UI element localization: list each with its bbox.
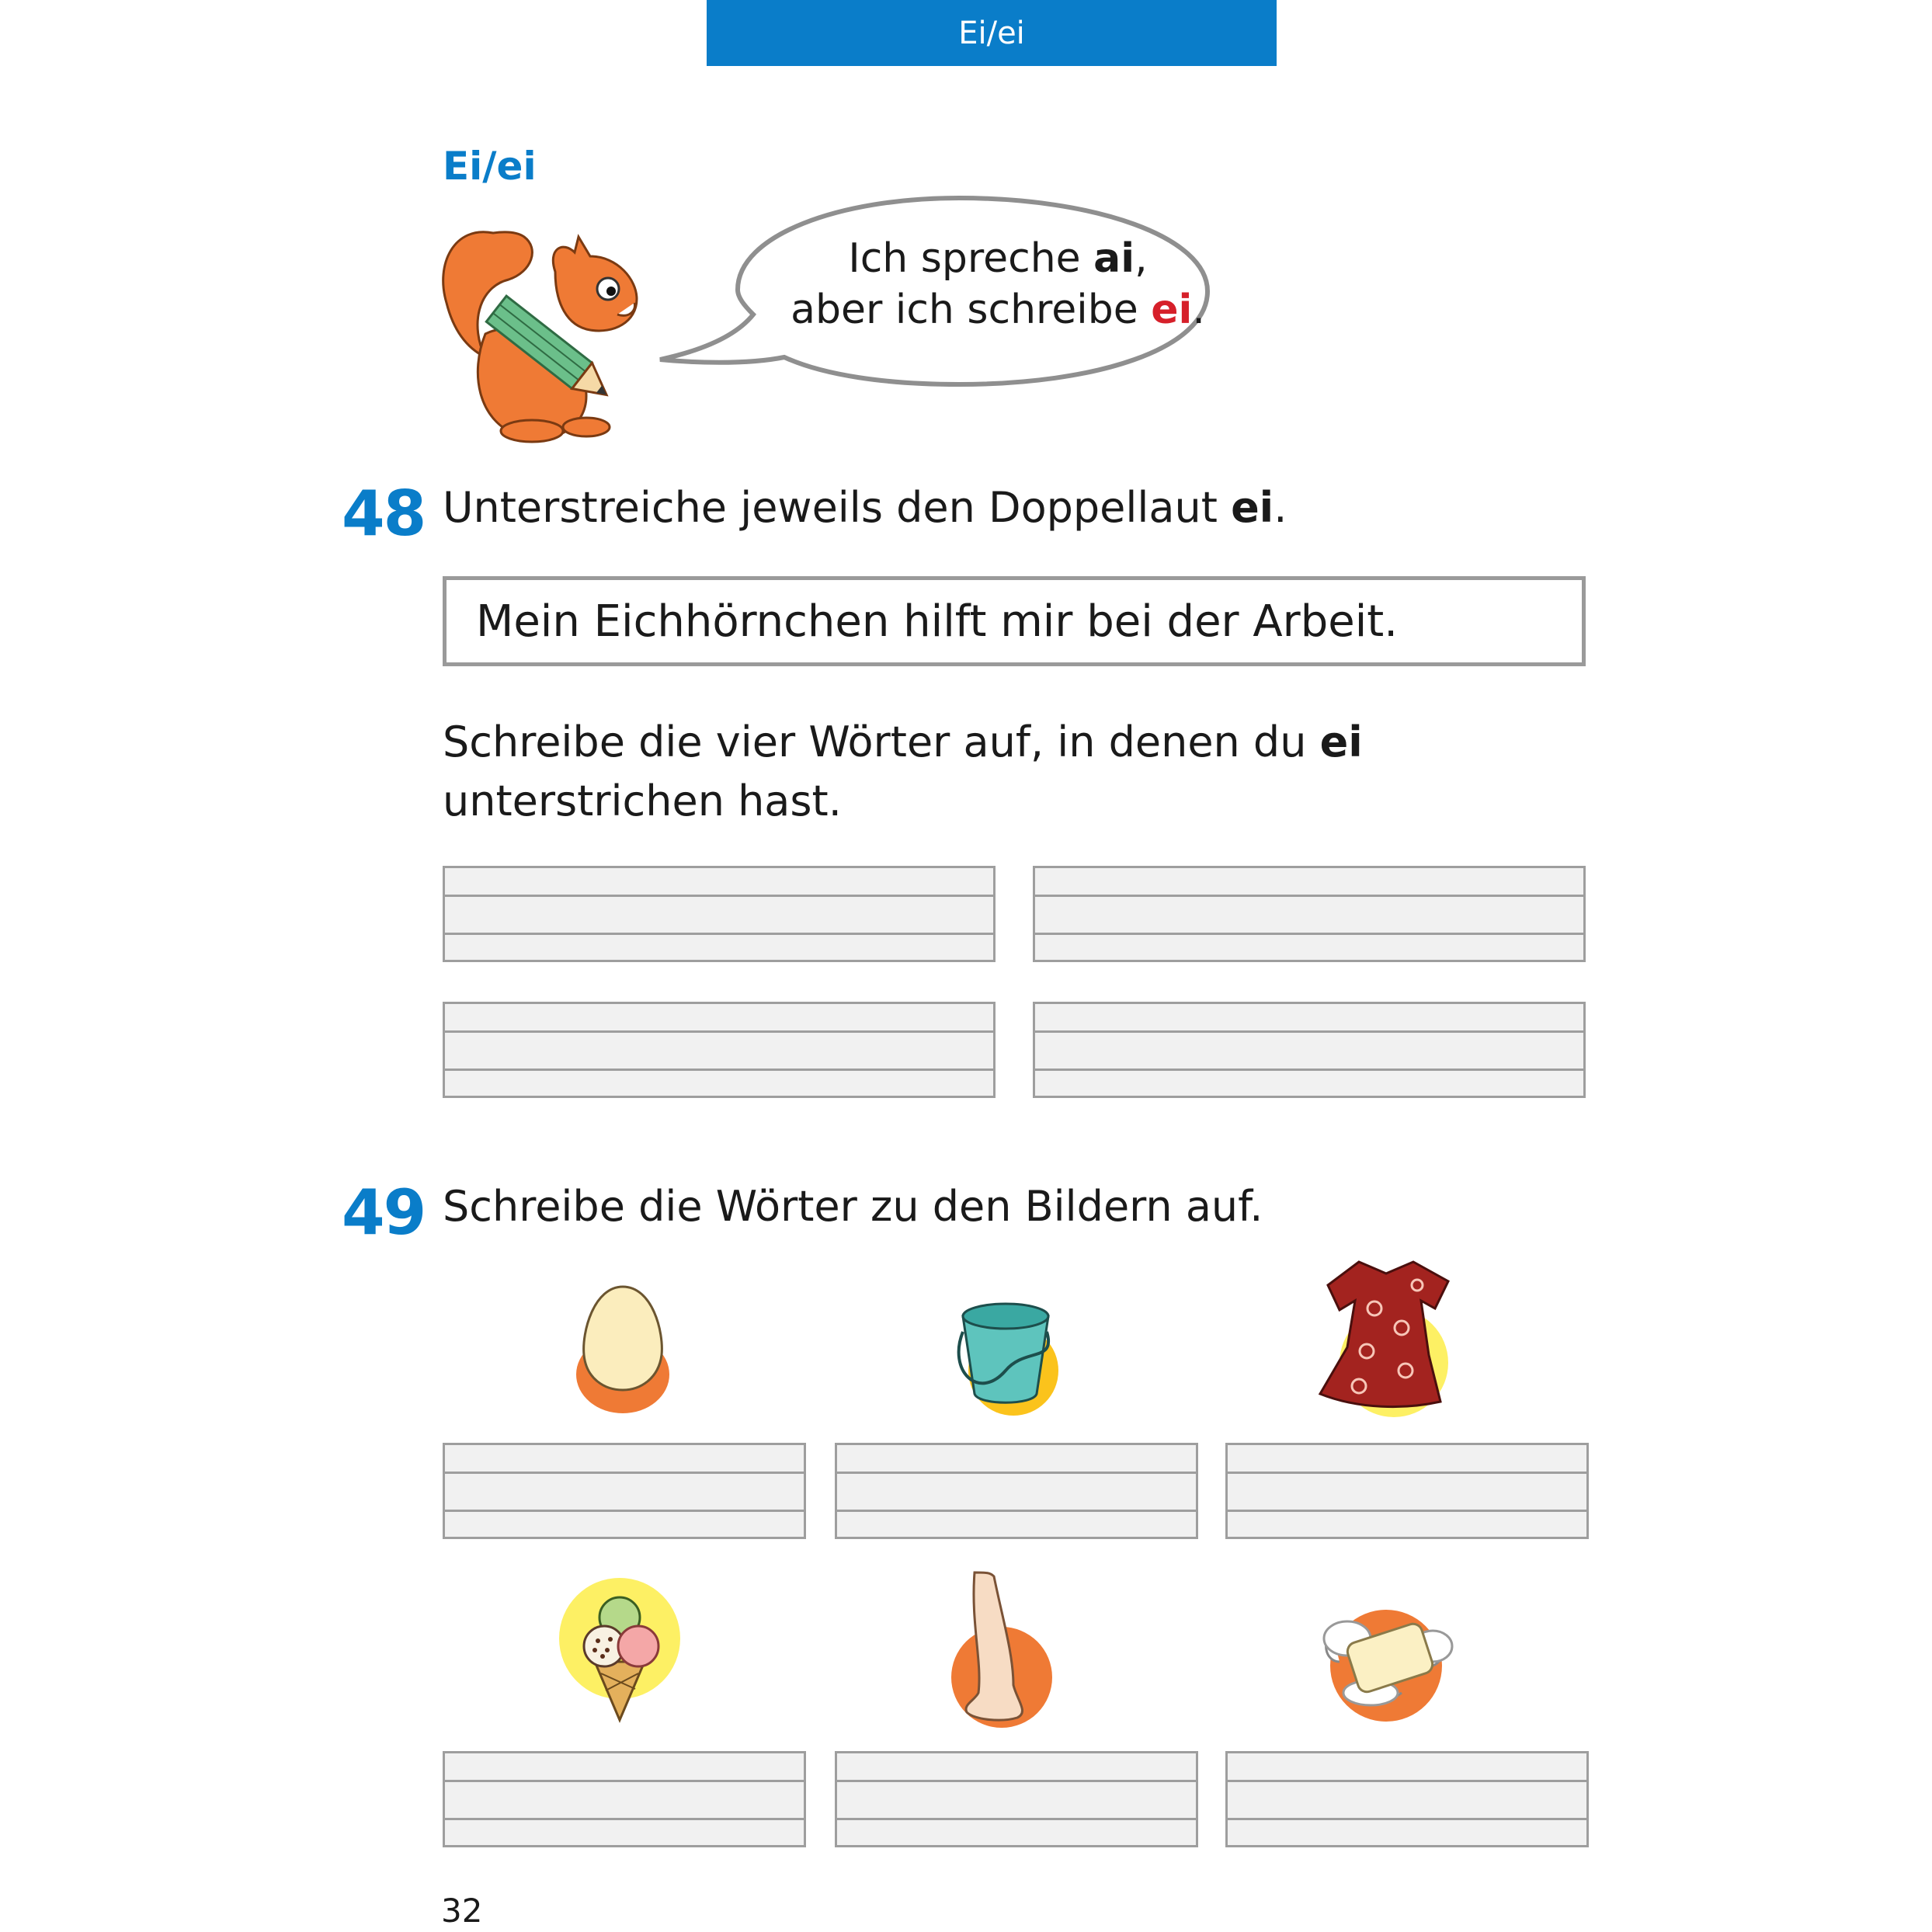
writing-line-49-1[interactable]: [443, 1443, 806, 1539]
speech-line-1: Ich spreche ai,: [848, 235, 1148, 282]
sentence-box: [443, 576, 1586, 666]
writing-line-49-4[interactable]: [443, 1751, 806, 1847]
page-number: 32: [441, 1892, 483, 1930]
dress-icon: [1312, 1254, 1460, 1421]
writing-line-49-3[interactable]: [1225, 1443, 1589, 1539]
writing-line-48-4[interactable]: [1033, 1002, 1586, 1098]
task-48-write-instruction: Schreibe die vier Wörter auf, in denen du ei unterstrichen hast.: [443, 718, 1363, 825]
task-49-instruction: Schreibe die Wörter zu den Bildern auf.: [443, 1182, 1263, 1231]
sentence-text[interactable]: Mein Eichhörnchen hilft mir bei der Arbeit.: [476, 596, 1399, 647]
writing-line-49-2[interactable]: [835, 1443, 1198, 1539]
writing-line-48-2[interactable]: [1033, 866, 1586, 962]
header-title: Ei/ei: [958, 15, 1025, 51]
task-48-instruction: Unterstreiche jeweils den Doppellaut ei.: [443, 483, 1287, 532]
egg-icon: [567, 1277, 676, 1417]
writing-line-49-5[interactable]: [835, 1751, 1198, 1847]
writing-line-49-6[interactable]: [1225, 1751, 1589, 1847]
header-bar: [707, 0, 1277, 66]
speech-text: [703, 233, 1293, 335]
soap-icon: [1316, 1600, 1456, 1724]
writing-line-48-1[interactable]: [443, 866, 996, 962]
section-title: Ei/ei: [443, 144, 537, 189]
task-number-49: 49: [342, 1176, 426, 1249]
ice-cream-icon: [558, 1572, 682, 1728]
bucket-icon: [947, 1285, 1064, 1417]
speech-line-2: aber ich schreibe ei.: [791, 287, 1205, 333]
writing-line-48-3[interactable]: [443, 1002, 996, 1098]
squirrel-icon: [439, 217, 664, 450]
leg-icon: [943, 1569, 1060, 1736]
task-number-48: 48: [342, 478, 426, 550]
